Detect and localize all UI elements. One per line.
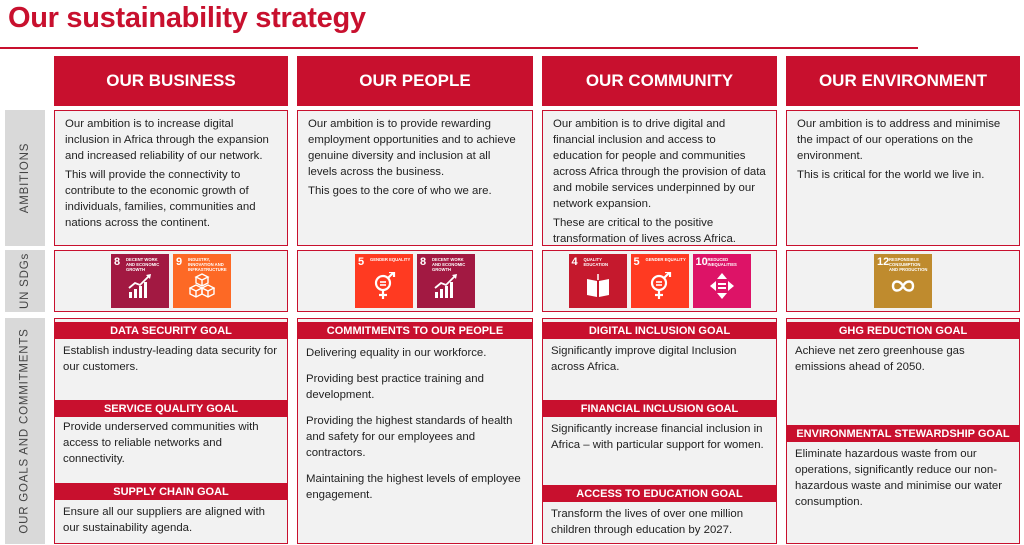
- row-label-sdgs-text: UN SDGs: [19, 252, 32, 310]
- sdg-tile: [569, 254, 627, 308]
- ambition-text: Our ambition is to drive digital and financial inclusion and access to education for people and communities across Africa through the provision of data and mobile services underpinned by our network expansion.: [553, 118, 766, 210]
- ambition-environment: [786, 110, 1020, 246]
- ambition-text: These are critical to the positive transformation of lives across Africa.: [553, 217, 736, 245]
- commitment-text: Delivering equality in our workforce.: [306, 347, 487, 359]
- title-divider: [0, 47, 918, 49]
- sdg-label: RESPONSIBLE CONSUMPTION AND PRODUCTION: [889, 257, 928, 272]
- goal-heading: COMMITMENTS TO OUR PEOPLE: [297, 322, 533, 339]
- ambition-text: Our ambition is to address and minimise the impact of our operations on the environment.: [797, 118, 1001, 162]
- goal-heading: FINANCIAL INCLUSION GOAL: [542, 400, 777, 417]
- goals-people: [297, 318, 533, 544]
- goal-heading: SUPPLY CHAIN GOAL: [54, 483, 288, 500]
- goal-text: Transform the lives of over one million children through education by 2027.: [551, 508, 744, 536]
- row-label-sdgs: [5, 250, 45, 312]
- goal-heading: ENVIRONMENTAL STEWARDSHIP GOAL: [786, 425, 1020, 442]
- page-title: Our sustainability strategy: [8, 2, 366, 34]
- sdg-number: 5: [358, 256, 365, 268]
- commitment-text: Providing best practice training and development.: [306, 373, 484, 401]
- sdg-label: GENDER EQUALITY: [370, 257, 411, 262]
- cubes-icon: [189, 272, 215, 300]
- gender-equality-icon: [371, 272, 397, 300]
- sdg-tile: [417, 254, 475, 308]
- sdg-row-people: [297, 250, 533, 312]
- ambition-text: This goes to the core of who we are.: [308, 185, 492, 197]
- gender-equality-icon: [647, 272, 673, 300]
- equality-arrows-icon: [709, 272, 735, 300]
- sdg-tile: [874, 254, 932, 308]
- goal-text: Ensure all our suppliers are aligned with our sustainability agenda.: [63, 506, 265, 534]
- sdg-row-community: [542, 250, 777, 312]
- sdg-number: 8: [114, 256, 121, 268]
- growth-chart-icon: [433, 272, 459, 300]
- book-icon: [585, 272, 611, 300]
- goals-business: [54, 318, 288, 544]
- sdg-row-environment: [786, 250, 1020, 312]
- sdg-number: 10: [695, 256, 708, 268]
- ambition-text: Our ambition is to increase digital inclusion in Africa through the expansion and increased reliability of our network.: [65, 118, 269, 162]
- sdg-row-business: [54, 250, 288, 312]
- goal-text: Significantly improve digital Inclusion across Africa.: [551, 345, 737, 373]
- sdg-label: GENDER EQUALITY: [645, 257, 686, 262]
- goal-heading: ACCESS TO EDUCATION GOAL: [542, 485, 777, 502]
- sdg-label: DECENT WORK AND ECONOMIC GROWTH: [432, 257, 466, 272]
- goal-text: Significantly increase financial inclusion in Africa – with particular support for women.: [551, 423, 764, 451]
- sdg-number: 5: [633, 256, 640, 268]
- sdg-tile: [355, 254, 413, 308]
- column-heading-community: OUR COMMUNITY: [542, 56, 777, 106]
- ambition-text: This is critical for the world we live in.: [797, 169, 985, 181]
- commitment-text: Maintaining the highest levels of employee engagement.: [306, 473, 521, 501]
- sdg-tile: [173, 254, 231, 308]
- row-label-goals: [5, 318, 45, 544]
- column-heading-environment: OUR ENVIRONMENT: [786, 56, 1020, 106]
- ambition-text: This will provide the connectivity to contribute to the economic growth of individuals, families, communities and nations across the continent.: [65, 169, 256, 229]
- column-heading-people: OUR PEOPLE: [297, 56, 533, 106]
- ambition-people: [297, 110, 533, 246]
- commitment-text: Providing the highest standards of health and safety for our employees and contractors.: [306, 415, 513, 459]
- goal-heading: GHG REDUCTION GOAL: [786, 322, 1020, 339]
- sdg-tile: [111, 254, 169, 308]
- goal-text: Provide underserved communities with access to reliable networks and connectivity.: [63, 421, 259, 465]
- row-label-ambitions: [5, 110, 45, 246]
- growth-chart-icon: [127, 272, 153, 300]
- sdg-number: 4: [571, 256, 578, 268]
- ambition-community: [542, 110, 777, 246]
- goal-heading: SERVICE QUALITY GOAL: [54, 400, 288, 417]
- goal-text: Achieve net zero greenhouse gas emissions ahead of 2050.: [795, 345, 965, 373]
- sdg-number: 9: [176, 256, 183, 268]
- row-label-ambitions-text: AMBITIONS: [19, 142, 31, 214]
- goal-text: Eliminate hazardous waste from our operations, significantly reduce our non-hazardous waste and minimise our water consumption.: [795, 448, 1003, 508]
- column-heading-business: OUR BUSINESS: [54, 56, 288, 106]
- ambition-business: [54, 110, 288, 246]
- sdg-tile: [631, 254, 689, 308]
- goal-heading: DIGITAL INCLUSION GOAL: [542, 322, 777, 339]
- goal-text: Establish industry-leading data security for our customers.: [63, 345, 277, 373]
- ambition-text: Our ambition is to provide rewarding employment opportunities and to achieve genuine diversity and inclusion at all levels across the business.: [308, 118, 516, 178]
- sdg-number: 12: [877, 256, 890, 268]
- goal-heading: DATA SECURITY GOAL: [54, 322, 288, 339]
- sdg-label: DECENT WORK AND ECONOMIC GROWTH: [126, 257, 160, 272]
- goals-community: [542, 318, 777, 544]
- infinity-icon: [890, 272, 916, 300]
- goals-environment: [786, 318, 1020, 544]
- sdg-label: QUALITY EDUCATION: [583, 257, 609, 267]
- sdg-label: INDUSTRY, INNOVATION AND INFRASTRUCTURE: [188, 257, 227, 272]
- sdg-label: REDUCED INEQUALITIES: [707, 257, 737, 267]
- row-label-goals-text: OUR GOALS AND COMMITMENTS: [19, 328, 32, 534]
- sdg-number: 8: [420, 256, 427, 268]
- sdg-tile: [693, 254, 751, 308]
